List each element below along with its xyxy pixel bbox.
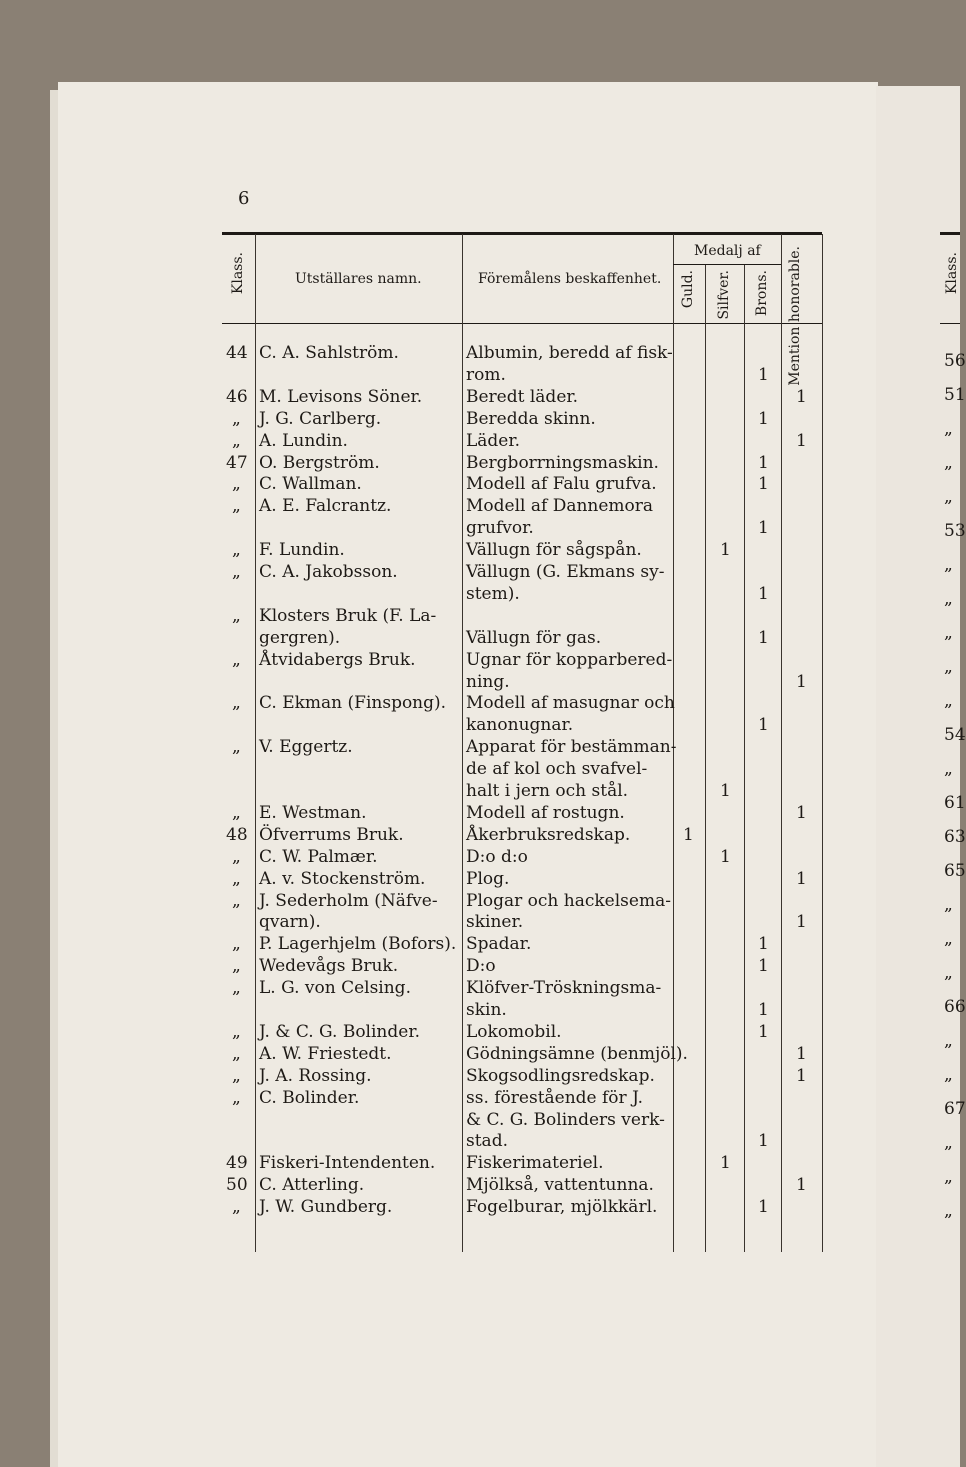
col-divider-mention [822,234,823,1252]
row-award-brons: 1 [758,1021,769,1042]
row-exhibitor-name: O. Bergström. [259,452,380,473]
row-description: Plog. [466,868,510,889]
row-klass: „ [232,562,241,582]
row-exhibitor-name: A. v. Stockenström. [259,868,426,889]
facing-klass-value: „ [944,1133,953,1153]
facing-klass-value: „ [944,759,953,779]
facing-klass-value: „ [944,623,953,643]
row-description: Modell af masugnar och [466,693,675,714]
row-description: D:o [466,956,496,977]
row-description: D:o d:o [466,846,528,867]
row-exhibitor-name: Fiskeri-Intendenten. [259,1153,436,1174]
row-klass: 44 [226,343,248,363]
header-top-rule [222,232,822,235]
row-klass: 49 [226,1153,248,1174]
row-klass: 48 [226,824,248,845]
row-klass: 47 [226,452,248,473]
facing-klass-value: 51 [944,385,966,405]
row-description: Modell af rostugn. [466,802,625,823]
row-award-mention: 1 [796,868,807,889]
row-exhibitor-name: P. Lagerhjelm (Bofors). [259,934,457,955]
row-klass: „ [232,1065,241,1086]
row-description: Apparat för bestämman- [466,737,677,758]
row-award-mention: 1 [796,802,807,823]
row-exhibitor-name: J. G. Carlberg. [259,408,382,429]
facing-klass-value: „ [944,963,953,983]
facing-klass-value: „ [944,555,953,575]
col-divider-name [462,234,463,1252]
row-award-brons: 1 [758,715,769,736]
row-description: kanonugnar. [466,715,574,736]
row-description: Modell af Dannemora [466,496,654,517]
row-description: Klöfver-Tröskningsma- [466,978,662,999]
facing-klass-value: „ [944,487,953,507]
facing-klass-value: „ [944,1167,953,1187]
row-description: rom. [466,364,506,385]
row-description: skiner. [466,912,524,933]
row-description: Plogar och hackelsema- [466,890,671,911]
row-exhibitor-name: Klosters Bruk (F. La- [259,605,437,626]
row-description: Albumin, beredd af fisk- [466,343,673,363]
row-klass: „ [232,649,241,670]
row-award-brons: 1 [758,627,769,648]
row-klass: „ [232,408,241,429]
row-description: Beredt läder. [466,386,579,407]
row-description: Bergborrningsmaskin. [466,452,659,473]
row-exhibitor-name: J. W. Gundberg. [259,1197,393,1218]
row-exhibitor-name: C. W. Palmær. [259,846,378,867]
row-description: Skogsodlingsredskap. [466,1065,655,1086]
header-silfver: Silfver. [716,270,732,320]
row-klass: „ [232,540,241,561]
row-klass: „ [232,737,241,758]
facing-klass-value: „ [944,895,953,915]
row-description: Beredda skinn. [466,408,596,429]
row-exhibitor-name: L. G. von Celsing. [259,978,411,999]
facing-header-rule [940,323,960,324]
row-exhibitor-name: A. E. Falcrantz. [259,496,392,517]
row-klass: „ [232,846,241,867]
row-klass: „ [232,890,241,911]
row-description: stad. [466,1131,508,1152]
facing-klass-value: 53 [944,521,966,541]
facing-klass-value: 61 [944,793,966,813]
header-brons: Brons. [754,270,770,317]
facing-top-rule [940,232,960,235]
row-exhibitor-name: A. W. Friestedt. [259,1043,392,1064]
row-award-silfver: 1 [720,540,731,561]
row-award-silfver: 1 [720,781,731,801]
row-award-mention: 1 [796,1175,807,1196]
facing-klass-value: „ [944,657,953,677]
row-klass: „ [232,978,241,999]
row-award-mention: 1 [796,671,807,692]
row-exhibitor-name: Åtvidabergs Bruk. [259,649,416,670]
row-award-brons: 1 [758,452,769,473]
facing-klass-value: „ [944,691,953,711]
facing-klass-value: 54 [944,725,966,745]
header-mention: Mention honorable. [787,246,803,386]
row-award-brons: 1 [758,1131,769,1152]
facing-klass-value: „ [944,589,953,609]
row-award-silfver: 1 [720,1153,731,1174]
facing-klass-value: 65 [944,861,966,881]
facing-klass-value: „ [944,1201,953,1221]
row-description: Lokomobil. [466,1021,562,1042]
row-exhibitor-name: M. Levisons Söner. [259,386,423,407]
row-exhibitor-name: J. Sederholm (Näfve- [259,890,438,911]
row-award-silfver: 1 [720,846,731,867]
row-description: stem). [466,583,520,604]
medal-subrule [673,264,781,265]
row-klass: „ [232,1197,241,1218]
row-description: Modell af Falu grufva. [466,474,657,495]
facing-klass-value: 67 [944,1099,966,1119]
row-klass: „ [232,802,241,823]
facing-klass-value: „ [944,453,953,473]
row-description: Vällugn för sågspån. [466,540,642,561]
header-name: Utställares namn. [295,271,422,287]
row-klass: „ [232,1043,241,1064]
facing-klass-value: „ [944,1065,953,1085]
row-description: Ugnar för kopparbered- [466,649,673,670]
row-exhibitor-name: C. Bolinder. [259,1087,360,1108]
row-klass: „ [232,605,241,626]
facing-klass-value: 66 [944,997,966,1017]
row-description: Spadar. [466,934,532,955]
row-description: Fogelburar, mjölkkärl. [466,1197,658,1218]
facing-klass-value: 56 [944,351,966,371]
row-klass: „ [232,474,241,495]
row-exhibitor-name: C. A. Jakobsson. [259,562,398,582]
row-award-brons: 1 [758,956,769,977]
row-klass: „ [232,693,241,714]
row-award-brons: 1 [758,583,769,604]
row-description: Vällugn för gas. [466,627,602,648]
row-exhibitor-name: V. Eggertz. [259,737,353,758]
row-exhibitor-name: qvarn). [259,912,321,933]
row-description: halt i jern och stål. [466,781,629,801]
row-description: Åkerbruksredskap. [466,824,631,845]
row-description: skin. [466,1000,507,1020]
row-award-brons: 1 [758,408,769,429]
row-exhibitor-name: A. Lundin. [259,430,348,451]
facing-klass-value: „ [944,929,953,949]
row-award-brons: 1 [758,934,769,955]
row-klass: „ [232,1087,241,1108]
col-divider-klass [255,234,256,1252]
row-award-mention: 1 [796,1043,807,1064]
header-desc: Föremålens beskaffenhet. [478,271,662,287]
row-exhibitor-name: gergren). [259,627,341,648]
row-award-mention: 1 [796,430,807,451]
row-klass: „ [232,868,241,889]
row-award-guld: 1 [683,824,694,845]
row-description: ning. [466,671,510,692]
page-number: 6 [238,188,250,209]
facing-klass-value: „ [944,1031,953,1051]
row-award-mention: 1 [796,386,807,407]
row-description: ss. förestående för J. [466,1087,643,1108]
row-award-brons: 1 [758,474,769,495]
row-exhibitor-name: J. & C. G. Bolinder. [259,1021,420,1042]
row-description: Gödningsämne (benmjöl). [466,1043,688,1064]
facing-klass-value: 63 [944,827,966,847]
row-award-brons: 1 [758,364,769,385]
row-award-mention: 1 [796,1065,807,1086]
row-award-brons: 1 [758,1000,769,1020]
row-description: Läder. [466,430,521,451]
row-exhibitor-name: E. Westman. [259,802,367,823]
row-klass: „ [232,1021,241,1042]
row-klass: „ [232,430,241,451]
row-exhibitor-name: C. Wallman. [259,474,362,495]
row-klass: 50 [226,1175,248,1196]
row-description: Fiskerimateriel. [466,1153,604,1174]
col-divider-guld [705,264,706,1252]
row-klass: „ [232,934,241,955]
row-award-mention: 1 [796,912,807,933]
col-divider-brons [781,234,782,1252]
row-klass: 46 [226,386,248,407]
row-klass: „ [232,956,241,977]
row-description: grufvor. [466,518,534,539]
header-medal: Medalj af [694,243,761,259]
row-exhibitor-name: Öfverrums Bruk. [259,824,404,845]
header-klass-facing: Klass. [944,252,960,295]
row-exhibitor-name: C. Ekman (Finspong). [259,693,447,714]
row-klass: „ [232,496,241,517]
col-divider-silfver [744,264,745,1252]
row-description: Vällugn (G. Ekmans sy- [466,562,665,582]
facing-klass-value: „ [944,419,953,439]
row-exhibitor-name: J. A. Rossing. [259,1065,372,1086]
header-bottom-rule [222,323,822,324]
row-exhibitor-name: C. Atterling. [259,1175,365,1196]
row-description: de af kol och svafvel- [466,759,648,780]
row-exhibitor-name: C. A. Sahlström. [259,343,399,363]
row-exhibitor-name: Wedevågs Bruk. [259,956,399,977]
row-award-brons: 1 [758,518,769,539]
row-description: Mjölkså, vattentunna. [466,1175,654,1196]
row-exhibitor-name: F. Lundin. [259,540,345,561]
row-description: & C. G. Bolinders verk- [466,1109,665,1130]
header-guld: Guld. [680,270,696,309]
header-klass: Klass. [230,252,246,295]
row-award-brons: 1 [758,1197,769,1218]
